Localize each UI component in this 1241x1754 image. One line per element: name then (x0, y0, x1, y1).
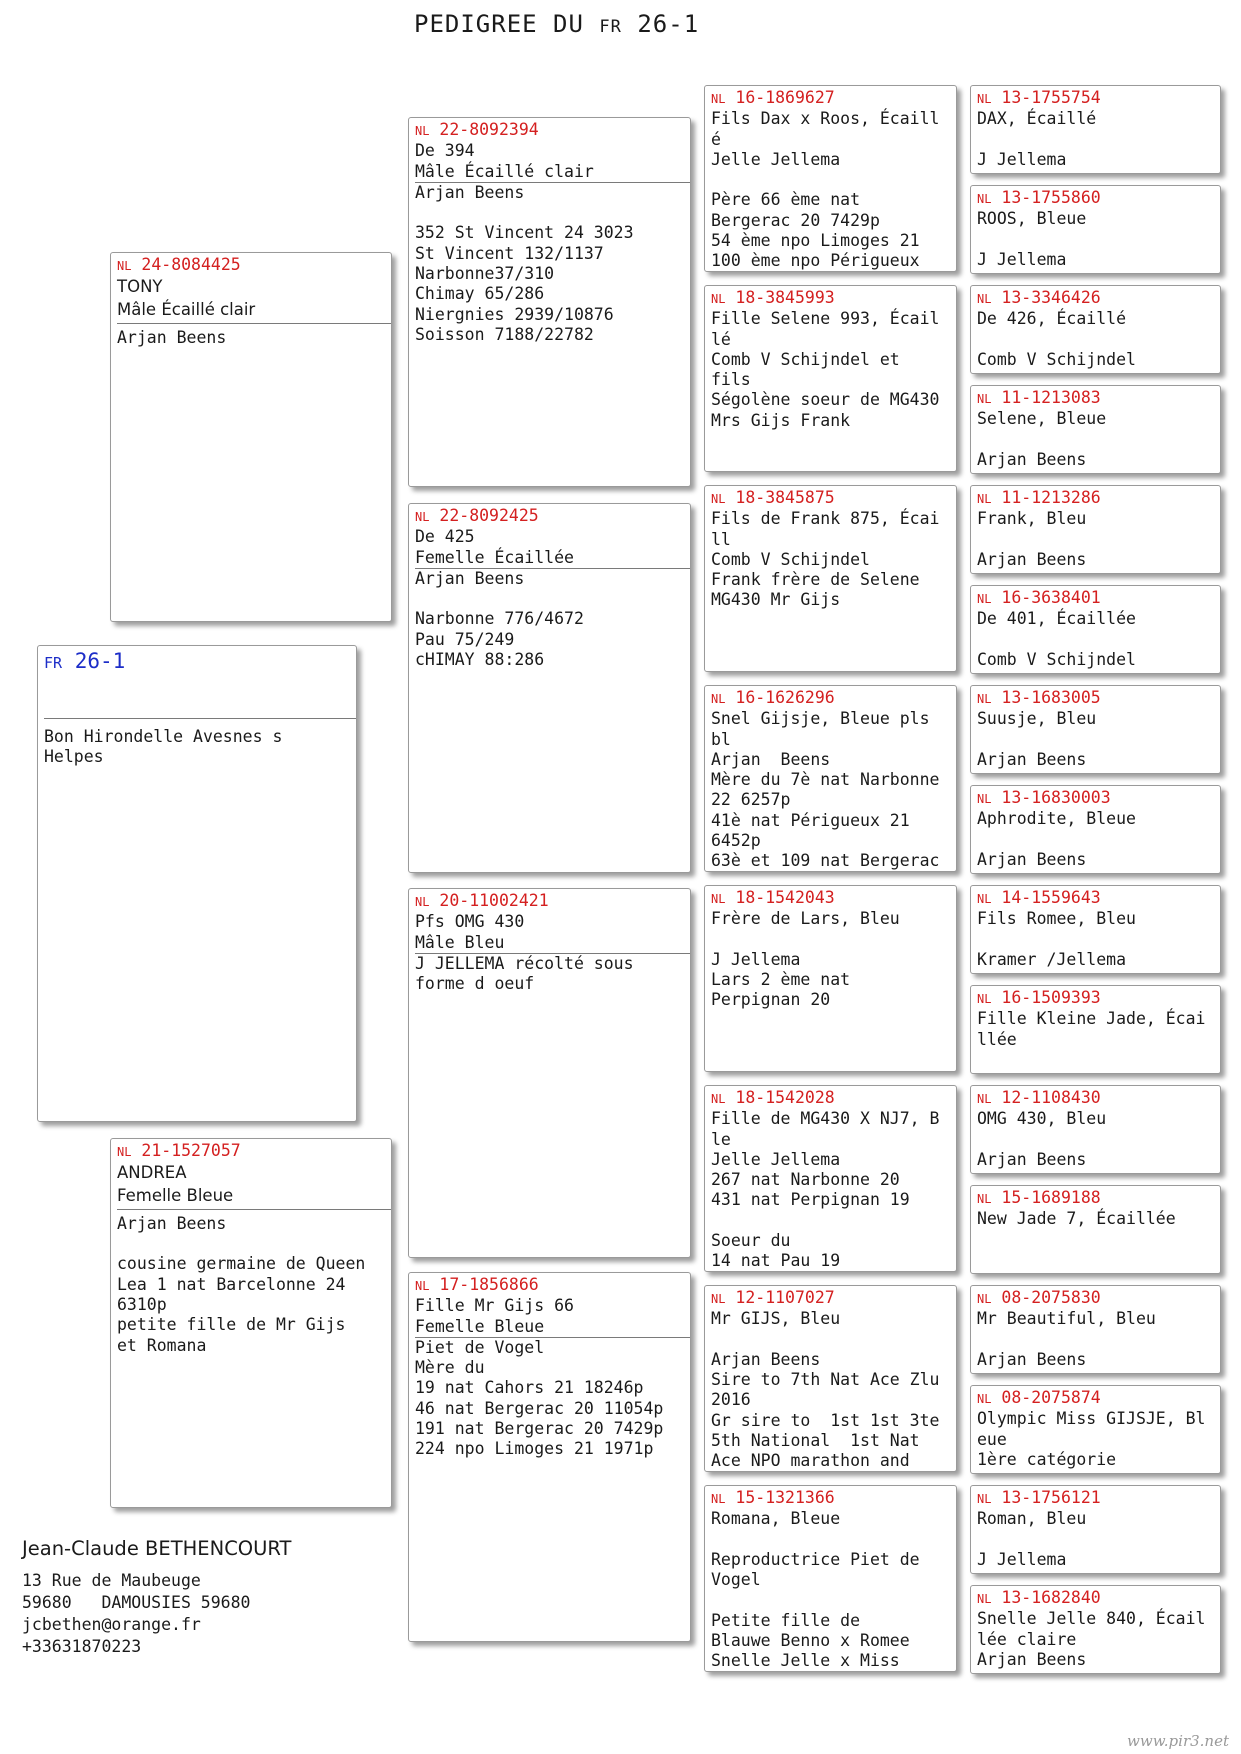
ring-country-code: NL (977, 392, 992, 406)
info-line: Soisson 7188/22782 (415, 324, 594, 344)
ring-number (977, 788, 1214, 809)
ring-id: 12-1107027 (735, 1288, 835, 1307)
title-country: FR (599, 17, 622, 37)
info-line: Ace NPO marathon and (711, 1451, 910, 1471)
info-line: Narbonne 776/4672 (415, 609, 584, 629)
ring-country-code: NL (711, 1292, 726, 1306)
ring-country-code: NL (977, 792, 992, 806)
info-line: Snel Gijsje, Bleue pls (711, 709, 930, 729)
ring-number (415, 1275, 684, 1296)
owner-address: 13 Rue de Maubeuge (22, 1571, 201, 1590)
ring-id: 13-1755754 (1001, 88, 1101, 107)
ring-number (711, 288, 950, 309)
ring-number (977, 988, 1214, 1009)
ring-country-code: NL (977, 92, 992, 106)
info-line: Fils Romee, Bleu (977, 909, 1136, 929)
info-line: 352 St Vincent 24 3023 (415, 223, 634, 243)
info-line: 6452p (711, 831, 761, 851)
info-line: Soeur du (711, 1231, 791, 1251)
info-line: 267 nat Narbonne 20 (711, 1170, 900, 1190)
owner-email[interactable]: jcbethen@orange.fr (22, 1615, 201, 1634)
ring-id: 20-11002421 (439, 891, 549, 910)
info-line: Blauwe Benno x Romee (711, 1631, 910, 1651)
owner-name: Jean-Claude BETHENCOURT (22, 1537, 292, 1560)
ring-country-code: NL (711, 1492, 726, 1506)
info-line: DAX, Écaillé (977, 109, 1097, 129)
bird-name: Fille Mr Gijs 66 (415, 1296, 574, 1316)
ring-number (711, 1088, 950, 1109)
info-line: Snelle Jelle x Miss (711, 1651, 900, 1671)
info-line: Petite fille de (711, 1610, 861, 1630)
info-line: Mr GIJS, Bleu (711, 1309, 841, 1329)
info-line: Arjan Beens (117, 1213, 227, 1233)
sex-color: Mâle Écaillé clair (415, 162, 690, 183)
info-line (977, 930, 1214, 950)
info-line: Bergerac 20 7429p (711, 210, 880, 230)
ring-id: 22-8092425 (439, 506, 539, 525)
info-line: 41è nat Périgueux 21 (711, 810, 910, 830)
page-title (414, 10, 699, 38)
ring-id: 13-3346426 (1001, 288, 1101, 307)
ring-country-code: NL (977, 1392, 992, 1406)
ring-country-code: NL (711, 692, 726, 706)
info-line: 1ère catégorie (977, 1449, 1117, 1469)
great-grandparent-card[interactable] (704, 885, 957, 1072)
info-line (44, 677, 350, 697)
ring-number (977, 588, 1214, 609)
great-great-grandparent-card[interactable] (970, 85, 1221, 174)
ring-country-code: NL (977, 1092, 992, 1106)
info-line: Snelle Jelle 840, Écail (977, 1609, 1206, 1629)
great-great-grandparent-card[interactable] (970, 885, 1221, 974)
info-line: Chimay 65/286 (415, 284, 545, 304)
ring-country-code: NL (977, 492, 992, 506)
info-line: Fille Selene 993, Écail (711, 309, 940, 329)
ring-id: 13-1683005 (1001, 688, 1101, 707)
title-prefix: PEDIGREE DU (414, 10, 584, 38)
info-line: OMG 430, Bleu (977, 1109, 1107, 1129)
ring-number (977, 888, 1214, 909)
ring-id: 08-2075874 (1001, 1388, 1101, 1407)
info-line: Sire to 7th Nat Ace Zlu (711, 1370, 940, 1390)
ring-number (44, 648, 350, 677)
info-line: Mère du 7è nat Narbonne (711, 770, 940, 790)
info-line: Vogel (711, 1570, 761, 1590)
watermark: www.pir3.net (1127, 1732, 1229, 1750)
info-line: 431 nat Perpignan 19 (711, 1190, 910, 1210)
info-line: Comb V Schijndel (711, 549, 870, 569)
info-line: J Jellema (711, 949, 801, 969)
great-great-grandparent-card[interactable] (970, 985, 1221, 1074)
sex-color: Femelle Bleue (415, 1317, 690, 1338)
grandparent-card[interactable] (408, 503, 691, 873)
info-line: Roman, Bleu (977, 1509, 1087, 1529)
info-line: Ségolène soeur de MG430 (711, 390, 940, 410)
info-line: MG430 Mr Gijs (711, 590, 841, 610)
ring-country-code: NL (711, 1092, 726, 1106)
info-line: Lars 2 ème nat (711, 970, 851, 990)
info-line: Reproductrice Piet de (711, 1549, 920, 1569)
info-line: Frank frère de Selene (711, 570, 920, 590)
info-line: Piet de Vogel (415, 1337, 545, 1357)
info-line: 6310p (117, 1295, 167, 1315)
ring-country-code: NL (977, 592, 992, 606)
ring-id: 22-8092394 (439, 120, 539, 139)
info-line: Frère de Lars, Bleu (711, 909, 900, 929)
ring-number (977, 1588, 1214, 1609)
info-line: 5th National 1st Nat (711, 1431, 920, 1451)
info-line: Fille Kleine Jade, Écai (977, 1009, 1206, 1029)
info-line: Bon Hirondelle Avesnes s (44, 726, 283, 746)
ring-number (711, 688, 950, 709)
ring-number (977, 1488, 1214, 1509)
info-line: fils (711, 370, 751, 390)
bird-name: Pfs OMG 430 (415, 912, 525, 932)
info-line (711, 1330, 950, 1350)
info-line: bl (711, 729, 731, 749)
great-grandparent-card[interactable] (704, 285, 957, 472)
ring-id: 13-16830003 (1001, 788, 1111, 807)
sex-color: Mâle Bleu (415, 933, 690, 954)
ring-number (711, 88, 950, 109)
great-grandparent-card[interactable] (704, 1085, 957, 1272)
great-great-grandparent-card[interactable] (970, 1485, 1221, 1574)
info-line: Narbonne37/310 (415, 264, 555, 284)
info-line: 63è et 109 nat Bergerac (711, 851, 940, 871)
info-line: De 426, Écaillé (977, 309, 1127, 329)
ring-id: 24-8084425 (141, 255, 241, 274)
ring-number (977, 688, 1214, 709)
info-line (977, 730, 1214, 750)
info-line: é (711, 129, 721, 149)
great-great-grandparent-card[interactable] (970, 1185, 1221, 1274)
info-line: Arjan Beens (977, 1149, 1087, 1169)
ring-number (711, 1288, 950, 1309)
info-line: 14 nat Pau 19 (711, 1251, 841, 1271)
info-line (977, 1130, 1214, 1150)
info-line: Suusje, Bleu (977, 709, 1097, 729)
ring-country-code: NL (415, 895, 430, 909)
info-line: Romana, Bleue (711, 1509, 841, 1529)
info-line: Jelle Jellema (711, 149, 841, 169)
info-line: Arjan Beens (977, 1649, 1087, 1669)
info-line: 224 npo Limoges 21 1971p (415, 1439, 654, 1459)
info-line: Comb V Schijndel (977, 649, 1136, 669)
great-great-grandparent-card[interactable] (970, 685, 1221, 774)
info-line: cousine germaine de Queen (117, 1254, 366, 1274)
ring-number (415, 120, 684, 141)
great-great-grandparent-card[interactable] (970, 385, 1221, 474)
ring-id: 15-1689188 (1001, 1188, 1101, 1207)
ring-id: 16-1626296 (735, 688, 835, 707)
ring-id: 12-1108430 (1001, 1088, 1101, 1107)
ring-number (711, 488, 950, 509)
ring-country-code: NL (711, 492, 726, 506)
ring-number (977, 88, 1214, 109)
ring-id: 26-1 (74, 649, 126, 673)
info-line: cHIMAY 88:286 (415, 650, 545, 670)
sire-card[interactable] (110, 252, 392, 622)
great-great-grandparent-card[interactable] (970, 1285, 1221, 1374)
info-line: J Jellema (977, 149, 1067, 169)
subject-card[interactable] (37, 645, 357, 1122)
info-line: Olympic Miss GIJSJE, Bl (977, 1409, 1206, 1429)
info-line (711, 1590, 950, 1610)
info-line (977, 230, 1214, 250)
info-line: 22 6257p (711, 790, 791, 810)
info-line: Frank, Bleu (977, 509, 1087, 529)
info-line: le (711, 1129, 731, 1149)
info-line (977, 630, 1214, 650)
info-line: et Romana (117, 1335, 207, 1355)
ring-number (977, 188, 1214, 209)
ring-id: 18-3845875 (735, 488, 835, 507)
ring-id: 18-1542028 (735, 1088, 835, 1107)
dam-card[interactable] (110, 1138, 392, 1508)
ring-id: 15-1321366 (735, 1488, 835, 1507)
ring-id: 17-1856866 (439, 1275, 539, 1294)
ring-id: 16-3638401 (1001, 588, 1101, 607)
great-great-grandparent-card[interactable] (970, 585, 1221, 674)
info-line: 54 ème npo Limoges 21 (711, 231, 920, 251)
ring-country-code: NL (711, 292, 726, 306)
bird-name: TONY (117, 277, 163, 297)
ring-number (977, 488, 1214, 509)
great-grandparent-card[interactable] (704, 685, 957, 872)
ring-id: 14-1559643 (1001, 888, 1101, 907)
ring-country-code: NL (117, 1145, 132, 1159)
ring-id: 18-1542043 (735, 888, 835, 907)
info-line: ROOS, Bleue (977, 209, 1087, 229)
info-line (977, 830, 1214, 850)
ring-number (117, 1141, 385, 1162)
info-line: 2016 (711, 1390, 751, 1410)
ring-number (415, 891, 684, 912)
ring-id: 18-3845993 (735, 288, 835, 307)
ring-number (117, 255, 385, 276)
ring-number (711, 1488, 950, 1509)
info-line: Arjan Beens (977, 549, 1087, 569)
sex-color: Femelle Écaillée (415, 548, 690, 569)
ring-number (711, 888, 950, 909)
ring-id: 13-1756121 (1001, 1488, 1101, 1507)
ring-number (977, 1288, 1214, 1309)
info-line: J Jellema (977, 1549, 1067, 1569)
info-line (977, 530, 1214, 550)
info-line: Mrs Gijs Frank (711, 410, 851, 430)
info-line: Kramer /Jellema (977, 949, 1127, 969)
info-line: Comb V Schijndel (977, 349, 1136, 369)
info-line (977, 1530, 1214, 1550)
info-line: lée claire (977, 1629, 1077, 1649)
bird-name: ANDREA (117, 1163, 187, 1183)
info-line: forme d oeuf (415, 974, 535, 994)
ring-country-code: NL (415, 124, 430, 138)
info-line: Lea 1 nat Barcelonne 24 (117, 1274, 346, 1294)
info-line: Fils de Frank 875, Écai (711, 509, 940, 529)
title-ring: 26-1 (637, 10, 700, 38)
info-line: Niergnies 2939/10876 (415, 304, 614, 324)
ring-id: 16-1869627 (735, 88, 835, 107)
info-line: Fille de MG430 X NJ7, B (711, 1109, 940, 1129)
great-great-grandparent-card[interactable] (970, 1585, 1221, 1674)
ring-country-code: NL (977, 892, 992, 906)
info-line: ll (711, 529, 731, 549)
info-line: Pau 75/249 (415, 629, 515, 649)
bird-name: De 425 (415, 527, 475, 547)
info-line: Arjan Beens (977, 1349, 1087, 1369)
grandparent-card[interactable] (408, 888, 691, 1258)
great-great-grandparent-card[interactable] (970, 1385, 1221, 1474)
ring-country-code: NL (977, 992, 992, 1006)
ring-number (415, 506, 684, 527)
owner-phone: +33631870223 (22, 1637, 142, 1656)
info-line: 191 nat Bergerac 20 7429p (415, 1419, 664, 1439)
sex-color: Mâle Écaillé clair (117, 298, 391, 324)
grandparent-card[interactable] (408, 117, 691, 487)
info-line: Mère du (415, 1358, 485, 1378)
info-line: Arjan Beens (415, 568, 525, 588)
great-great-grandparent-card[interactable] (970, 485, 1221, 574)
ring-number (977, 1188, 1214, 1209)
ring-id: 13-1755860 (1001, 188, 1101, 207)
info-line (977, 130, 1214, 150)
info-line: Arjan Beens (977, 849, 1087, 869)
info-line: petite fille de Mr Gijs (117, 1315, 346, 1335)
ring-country-code: NL (977, 1592, 992, 1606)
info-line (711, 930, 950, 950)
ring-country-code: NL (977, 692, 992, 706)
info-line: Aphrodite, Bleue (977, 809, 1136, 829)
info-line (44, 697, 356, 718)
info-line: llée (977, 1029, 1017, 1049)
bird-name: De 394 (415, 141, 475, 161)
info-line (117, 1234, 385, 1254)
info-line: J Jellema (977, 249, 1067, 269)
great-grandparent-card[interactable] (704, 85, 957, 272)
info-line: St Vincent 132/1137 (415, 243, 604, 263)
info-line: Fils Dax x Roos, Écaill (711, 109, 940, 129)
info-line: Helpes (44, 746, 104, 766)
info-line: Perpignan 20 (711, 990, 831, 1010)
ring-id: 13-1682840 (1001, 1588, 1101, 1607)
owner-block (22, 1537, 291, 1658)
ring-country-code: NL (977, 192, 992, 206)
info-line (977, 430, 1214, 450)
ring-country-code: FR (44, 654, 63, 672)
info-line (977, 1330, 1214, 1350)
ring-id: 11-1213286 (1001, 488, 1101, 507)
great-grandparent-card[interactable] (704, 485, 957, 672)
info-line (711, 1530, 950, 1550)
info-line (977, 330, 1214, 350)
info-line: Arjan Beens (711, 1349, 821, 1369)
info-line: De 401, Écaillée (977, 609, 1136, 629)
info-line: Arjan Beens (711, 749, 831, 769)
info-line (711, 1211, 950, 1231)
great-great-grandparent-card[interactable] (970, 1085, 1221, 1174)
info-line: Gr sire to 1st 1st 3te (711, 1410, 940, 1430)
info-line: 19 nat Cahors 21 18246p (415, 1378, 644, 1398)
ring-country-code: NL (415, 1279, 430, 1293)
info-line: 100 ème npo Périgueux (711, 251, 920, 271)
info-line: lé (711, 329, 731, 349)
ring-country-code: NL (977, 292, 992, 306)
great-grandparent-card[interactable] (704, 1485, 957, 1672)
ring-id: 11-1213083 (1001, 388, 1101, 407)
ring-number (977, 288, 1214, 309)
ring-id: 08-2075830 (1001, 1288, 1101, 1307)
ring-number (977, 1088, 1214, 1109)
sex-color: Femelle Bleue (117, 1184, 391, 1210)
great-grandparent-card[interactable] (704, 1285, 957, 1472)
info-line: Jelle Jellema (711, 1149, 841, 1169)
grandparent-card[interactable] (408, 1272, 691, 1642)
info-line (711, 170, 950, 190)
info-line: Mr Beautiful, Bleu (977, 1309, 1156, 1329)
ring-country-code: NL (117, 259, 132, 273)
info-line: Arjan Beens (117, 327, 227, 347)
great-great-grandparent-card[interactable] (970, 285, 1221, 374)
info-line (415, 203, 684, 223)
ring-id: 16-1509393 (1001, 988, 1101, 1007)
info-line (415, 589, 684, 609)
info-line: eue (977, 1429, 1007, 1449)
info-line: 46 nat Bergerac 20 11054p (415, 1398, 664, 1418)
info-line: J JELLEMA récolté sous (415, 953, 634, 973)
info-line: Père 66 ème nat (711, 190, 861, 210)
ring-country-code: NL (977, 1492, 992, 1506)
ring-number (977, 1388, 1214, 1409)
ring-country-code: NL (711, 92, 726, 106)
info-line: Comb V Schijndel et (711, 349, 900, 369)
great-great-grandparent-card[interactable] (970, 785, 1221, 874)
info-line: Selene, Bleue (977, 409, 1107, 429)
owner-city: 59680 DAMOUSIES 59680 (22, 1593, 251, 1612)
info-line: Arjan Beens (977, 749, 1087, 769)
ring-number (977, 388, 1214, 409)
ring-country-code: NL (977, 1292, 992, 1306)
ring-country-code: NL (415, 510, 430, 524)
info-line: Arjan Beens (977, 449, 1087, 469)
info-line: Arjan Beens (415, 182, 525, 202)
ring-id: 21-1527057 (141, 1141, 241, 1160)
info-line: New Jade 7, Écaillée (977, 1209, 1176, 1229)
ring-country-code: NL (977, 1192, 992, 1206)
ring-country-code: NL (711, 892, 726, 906)
great-great-grandparent-card[interactable] (970, 185, 1221, 274)
